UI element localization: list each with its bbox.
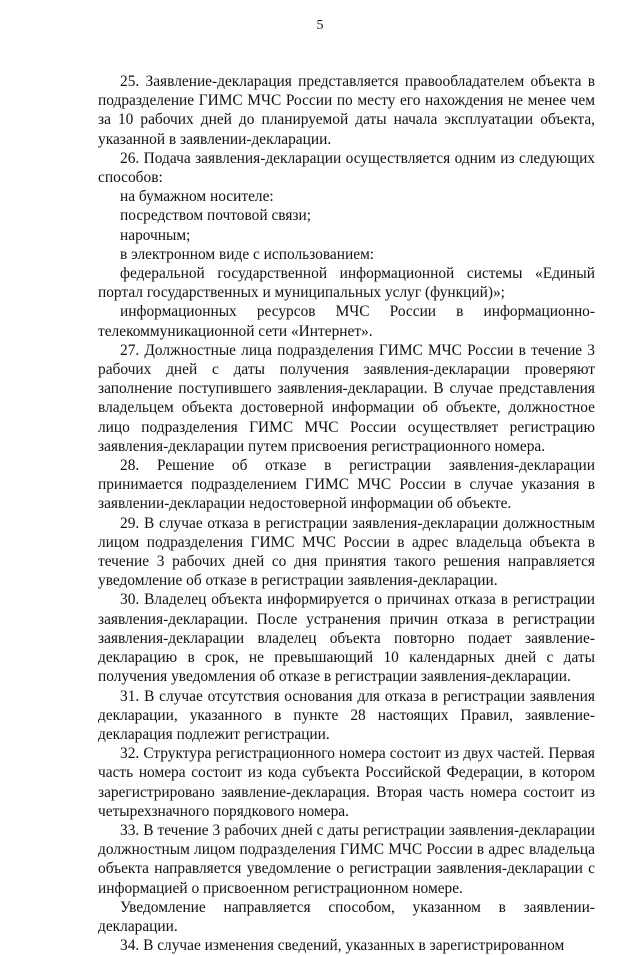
list-item-electronic: в электронном виде с использованием:	[120, 245, 375, 263]
paragraph-28: 28. Решение об отказе в регистрации заявления-декларации принимается подразделением ГИМС МЧС России в случае указания в заявлении-декларации недостоверной информации об объекте.	[98, 457, 595, 513]
paragraph-27: 27. Должностные лица подразделения ГИМС МЧС России в течение 3 рабочих дней с даты получения заявления-декларации проверяют заполнение поступившего заявления-декларации. В случае представления владельцем объекта достоверной информации об объекте, должностное лицо подразделения ГИМС МЧС России осуществляет регистрацию заявления-декларации путем присвоения регистрационного номера.	[98, 341, 595, 455]
paragraph-33: 33. В течение 3 рабочих дней с даты регистрации заявления-декларации должностным лицом подразделения ГИМС МЧС России в адрес владельца объекта направляется уведомление о регистрации заявления-декларации с информацией о присвоенном регистрационном номере.	[98, 821, 595, 897]
list-item-paper: на бумажном носителе:	[120, 188, 274, 206]
list-item-post: посредством почтовой связи;	[120, 207, 312, 225]
paragraph-notification: Уведомление направляется способом, указанном в заявлении-декларации.	[98, 898, 595, 935]
paragraph-34: 34. В случае изменения сведений, указанных в зарегистрированном	[120, 937, 565, 955]
paragraph-32: 32. Структура регистрационного номера состоит из двух частей. Первая часть номера состоит из кода субъекта Российской Федерации, в котором зарегистрировано заявление-декларация. Вторая часть номера состоит из четырехзначного порядкового номера.	[98, 745, 595, 820]
list-item-portal: федеральной государственной информационной системы «Единый портал государственных и муниципальных услуг (функций)»;	[98, 265, 595, 302]
paragraph-29: 29. В случае отказа в регистрации заявления-декларации должностным лицом подразделения ГИМС МЧС России в адрес владельца объекта в течение 3 рабочих дней со дня принятия такого решения направляется уведомление об отказе в регистрации заявления-декларации.	[98, 514, 595, 590]
paragraph-30: 30. Владелец объекта информируется о причинах отказа в регистрации заявления-декларации. После устранения причин отказа в регистрации заявления-декларации владелец объекта повторно подает заявление-декларацию в срок, не превышающий 10 календарных дней с даты получения уведомления об отказе в регистрации заявления-декларации.	[98, 591, 595, 686]
page-number: 5	[316, 18, 324, 33]
list-item-internet: информационных ресурсов МЧС России в информационно-телекоммуникационной сети «Интернет».	[98, 303, 595, 340]
document-body	[98, 72, 595, 955]
paragraph-26: 26. Подача заявления-декларации осуществляется одним из следующих способов:	[98, 149, 595, 187]
paragraph-31: 31. В случае отсутствия основания для отказа в регистрации заявления декларации, указанного в пункте 28 настоящих Правил, заявление-декларация подлежит регистрации.	[98, 687, 595, 743]
list-item-courier: нарочным;	[120, 226, 191, 244]
paragraph-25: 25. Заявление-декларация представляется правообладателем объекта в подразделение ГИМС МЧС России по месту его нахождения не менее чем за 10 рабочих дней до планируемой даты начала эксплуатации объекта, указанной в заявлении-декларации.	[98, 73, 595, 148]
